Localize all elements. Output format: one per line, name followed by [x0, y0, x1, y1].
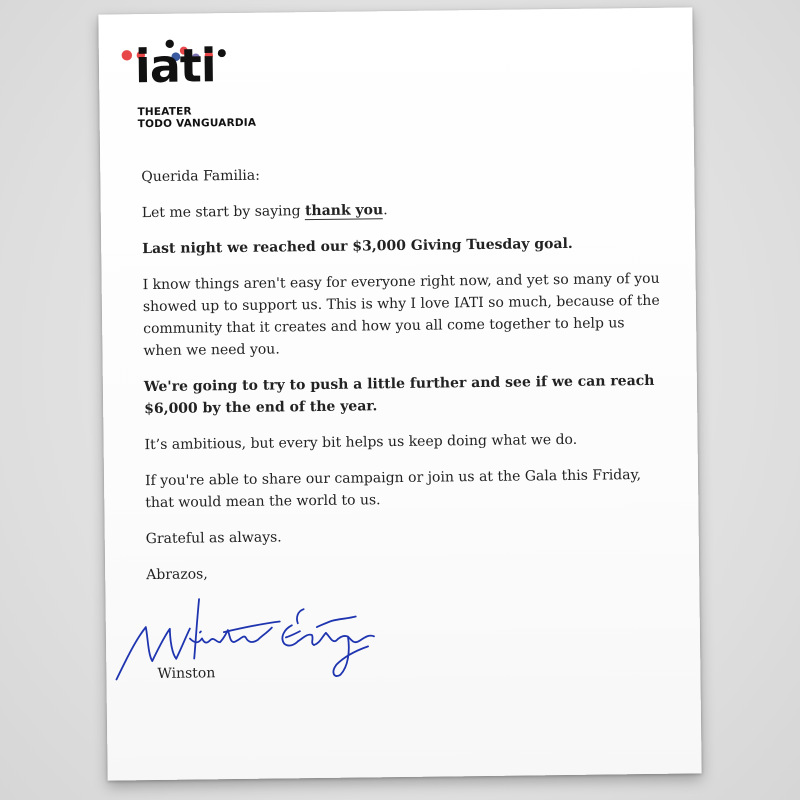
logo-tagline-line2: TODO VANGUARDIA — [137, 116, 257, 131]
thanks-end: . — [383, 202, 388, 219]
logo-wordmark: iati — [134, 38, 216, 94]
greeting: Querida Familia: — [141, 167, 261, 186]
paragraph-goal-reached: Last night we reached our $3,000 Giving Tuesday goal. — [142, 235, 573, 258]
iati-logo — [121, 37, 272, 134]
logo-tagline — [137, 105, 256, 130]
letter-body — [141, 160, 666, 600]
paragraph-share: If you're able to share our campaign or join us at the Gala this Friday, that would mean the world to us. — [144, 467, 642, 512]
thank-you-emphasis: thank you — [304, 202, 384, 220]
handwritten-signature — [111, 596, 382, 699]
closing: Abrazos, — [146, 566, 208, 584]
letter-page — [98, 7, 701, 780]
paragraph-community: I know things aren't easy for everyone right now, and yet so many of you showed up to support us. This is why I love IATI so much, because of the community that it creates and how you all come together to help us when we need you. — [142, 270, 660, 360]
signer-name: Winston — [157, 665, 216, 682]
logo-tagline-line1: THEATER — [137, 105, 192, 119]
paragraph-new-goal: We're going to try to push a little further and see if we can reach $6,000 by the end of the year. — [143, 372, 655, 418]
paragraph-thanks — [142, 196, 662, 224]
paragraph-ambitious: It’s ambitious, but every bit helps us keep doing what we do. — [144, 431, 578, 454]
paragraph-grateful: Grateful as always. — [145, 529, 282, 548]
thanks-lead: Let me start by saying — [141, 203, 306, 222]
